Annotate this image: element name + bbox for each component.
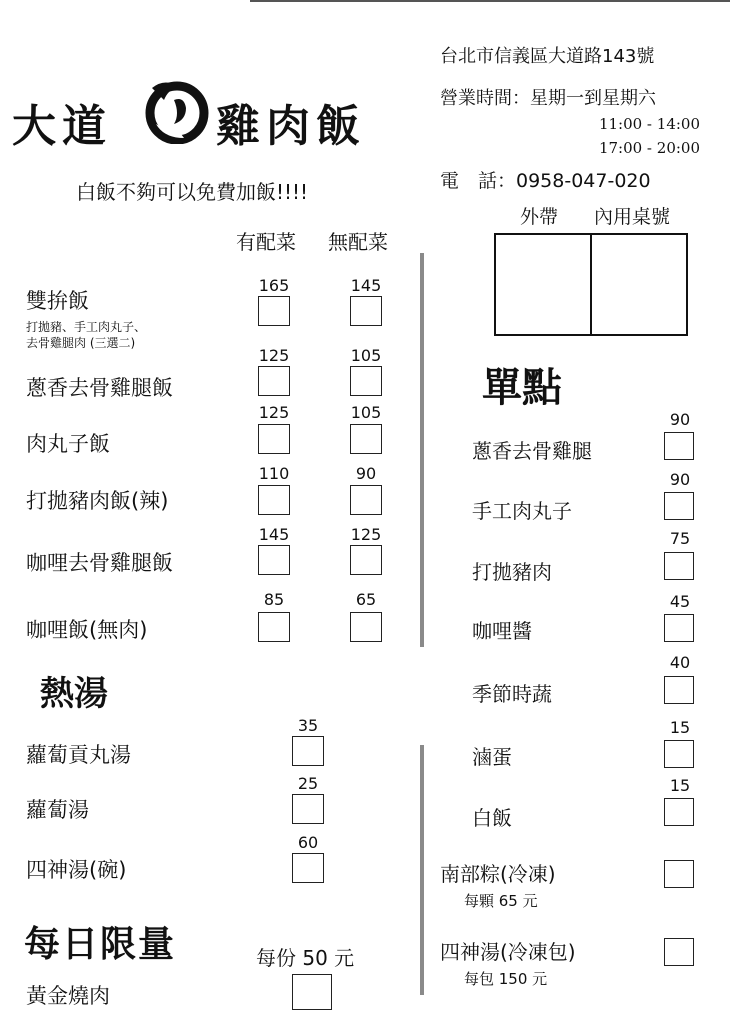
- single-price: 90: [669, 470, 691, 489]
- column-divider: [420, 745, 424, 995]
- checkbox-single[interactable]: [664, 614, 694, 642]
- soup-item-name: 蘿蔔湯: [26, 798, 89, 822]
- checkbox-with-veg[interactable]: [258, 366, 290, 396]
- price-without-veg: 105: [350, 403, 382, 422]
- frozen-item-name: 南部粽(冷凍): [440, 862, 556, 886]
- chicken-logo-icon: [144, 80, 210, 144]
- frozen-item-name: 四神湯(冷凍包): [440, 940, 576, 964]
- rice-item-name: 雙拚飯: [26, 289, 89, 313]
- phone: 電 話：0958-047-020: [440, 170, 651, 192]
- rice-item-name: 蔥香去骨雞腿飯: [26, 376, 173, 400]
- checkbox-with-veg[interactable]: [258, 545, 290, 575]
- single-item-name: 手工肉丸子: [472, 499, 572, 523]
- checkbox-without-veg[interactable]: [350, 296, 382, 326]
- price-without-veg: 145: [350, 276, 382, 295]
- checkbox-frozen[interactable]: [664, 860, 694, 888]
- single-item-name: 蔥香去骨雞腿: [472, 439, 592, 463]
- rice-item-note: 去骨雞腿肉 (三選二): [26, 336, 136, 350]
- checkbox-single[interactable]: [664, 798, 694, 826]
- single-price: 90: [669, 410, 691, 429]
- checkbox-with-veg[interactable]: [258, 424, 290, 454]
- takeout-label: 外帶: [520, 206, 559, 228]
- checkbox-without-veg[interactable]: [350, 424, 382, 454]
- soup-price: 60: [297, 833, 319, 852]
- price-with-veg: 110: [258, 464, 290, 483]
- single-item-name: 白飯: [472, 806, 512, 830]
- checkbox-soup[interactable]: [292, 853, 324, 883]
- soup-price: 25: [297, 774, 319, 793]
- price-without-veg: 90: [355, 464, 377, 483]
- checkbox-limited[interactable]: [292, 974, 332, 1010]
- checkbox-with-veg[interactable]: [258, 612, 290, 642]
- limited-section-title: 每日限量: [24, 924, 177, 965]
- price-with-veg: 165: [258, 276, 290, 295]
- business-hours-lunch: 11:00 - 14:00: [598, 115, 700, 133]
- takeout-field[interactable]: [496, 235, 592, 334]
- price-without-veg: 65: [355, 590, 377, 609]
- price-with-veg: 85: [263, 590, 285, 609]
- free-rice-note: 白飯不夠可以免費加飯!!!!: [76, 180, 309, 204]
- soup-item-name: 四神湯(碗): [26, 858, 127, 882]
- single-item-name: 季節時蔬: [472, 682, 552, 706]
- rice-item-note: 打拋豬、手工肉丸子、: [26, 320, 147, 334]
- shop-name-left: 大道: [12, 101, 112, 152]
- business-hours-label: 營業時間：星期一到星期六: [440, 88, 656, 109]
- price-with-veg: 145: [258, 525, 290, 544]
- single-section-title: 單點: [482, 365, 562, 411]
- price-with-veg: 125: [258, 346, 290, 365]
- single-item-name: 打拋豬肉: [472, 560, 552, 584]
- checkbox-without-veg[interactable]: [350, 366, 382, 396]
- soup-item-name: 蘿蔔貢丸湯: [26, 743, 131, 767]
- soup-price: 35: [297, 716, 319, 735]
- order-box: [494, 233, 688, 336]
- address: 台北市信義區大道路143號: [440, 46, 655, 67]
- single-price: 40: [669, 653, 691, 672]
- checkbox-single[interactable]: [664, 740, 694, 768]
- price-with-veg: 125: [258, 403, 290, 422]
- dinein-table-field[interactable]: [592, 235, 686, 334]
- price-without-veg: 105: [350, 346, 382, 365]
- shop-name-right: 雞肉飯: [216, 101, 366, 152]
- checkbox-soup[interactable]: [292, 736, 324, 766]
- top-border-line: [250, 0, 730, 2]
- limited-item-name: 黃金燒肉: [26, 984, 110, 1008]
- checkbox-without-veg[interactable]: [350, 545, 382, 575]
- limited-price-note: 每份 50 元: [256, 946, 355, 970]
- checkbox-with-veg[interactable]: [258, 485, 290, 515]
- single-price: 75: [669, 529, 691, 548]
- checkbox-frozen[interactable]: [664, 938, 694, 966]
- checkbox-single[interactable]: [664, 676, 694, 704]
- column-divider: [420, 253, 424, 647]
- checkbox-single[interactable]: [664, 492, 694, 520]
- frozen-item-note: 每包 150 元: [464, 970, 548, 988]
- rice-item-name: 咖哩飯(無肉): [26, 618, 148, 642]
- single-price: 45: [669, 592, 691, 611]
- single-price: 15: [669, 776, 691, 795]
- col-header-with-veg: 有配菜: [236, 230, 296, 254]
- checkbox-without-veg[interactable]: [350, 612, 382, 642]
- single-item-name: 滷蛋: [472, 745, 512, 769]
- checkbox-with-veg[interactable]: [258, 296, 290, 326]
- soup-section-title: 熱湯: [40, 674, 108, 714]
- rice-item-name: 咖哩去骨雞腿飯: [26, 551, 173, 575]
- single-price: 15: [669, 718, 691, 737]
- rice-item-name: 打拋豬肉飯(辣): [26, 489, 169, 513]
- checkbox-soup[interactable]: [292, 794, 324, 824]
- dinein-table-label: 內用桌號: [594, 206, 671, 228]
- frozen-item-note: 每顆 65 元: [464, 892, 538, 910]
- checkbox-single[interactable]: [664, 432, 694, 460]
- business-hours-dinner: 17:00 - 20:00: [598, 139, 700, 157]
- single-item-name: 咖哩醬: [472, 619, 532, 643]
- checkbox-single[interactable]: [664, 552, 694, 580]
- checkbox-without-veg[interactable]: [350, 485, 382, 515]
- rice-item-name: 肉丸子飯: [26, 432, 110, 456]
- col-header-without-veg: 無配菜: [328, 230, 388, 254]
- price-without-veg: 125: [350, 525, 382, 544]
